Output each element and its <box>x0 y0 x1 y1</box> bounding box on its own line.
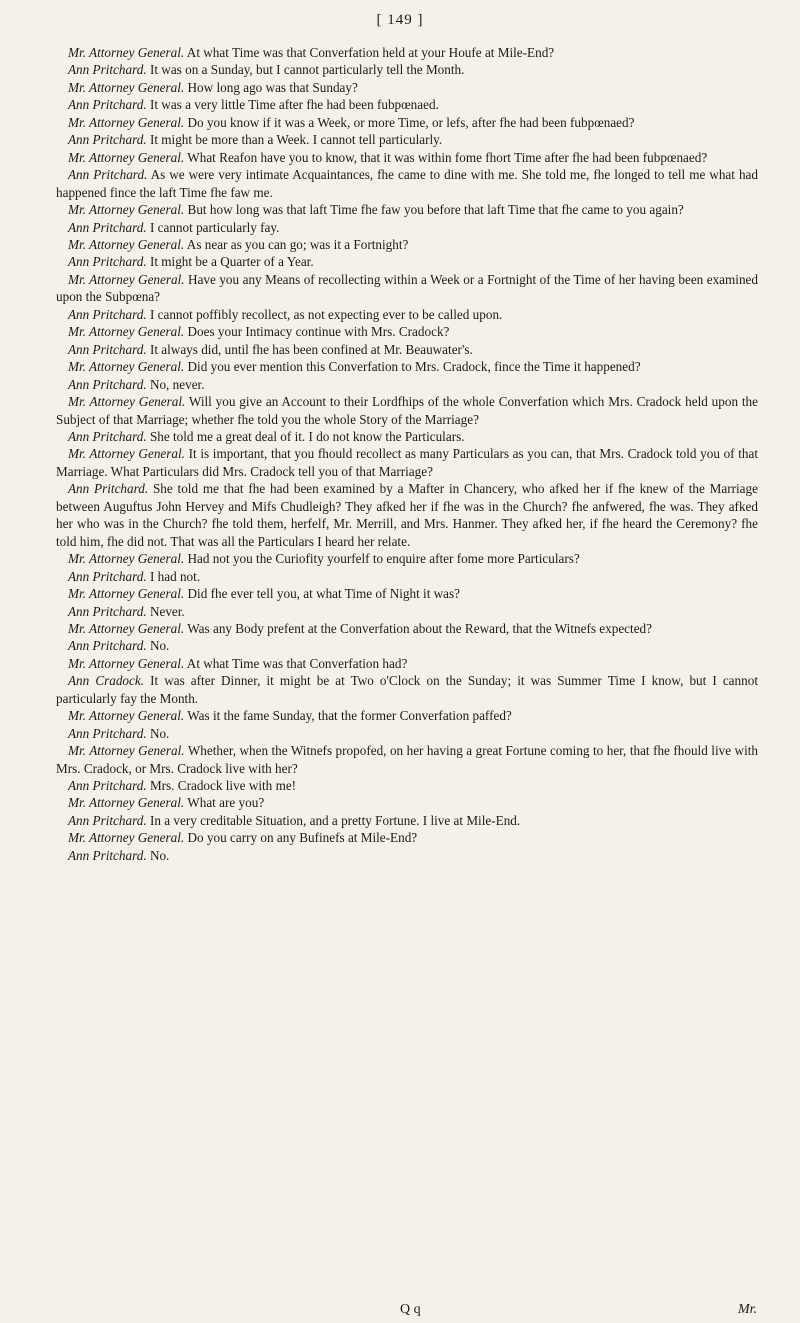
speech-text: Whether, when the Witnefs propofed, on her having a great Fortune coming to her, that fhe fhould live with Mrs. Cradock, or Mrs. Cradock live with her? <box>56 743 758 776</box>
speech-text: No. <box>146 847 170 863</box>
transcript-paragraph <box>56 847 758 864</box>
speaker-name: Ann Pritchard. <box>68 306 147 322</box>
speech-text: It always did, until fhe has been confined at Mr. Beauwater's. <box>146 341 473 357</box>
catchword: Mr. <box>738 1302 758 1317</box>
transcript-paragraph <box>56 79 758 96</box>
speaker-name: Mr. Attorney General. <box>68 743 185 759</box>
transcript-paragraph <box>56 585 758 602</box>
transcript-paragraph <box>56 672 758 707</box>
speech-text: I had not. <box>146 568 201 584</box>
transcript-paragraph <box>56 550 758 567</box>
speaker-name: Ann Pritchard. <box>68 568 147 584</box>
speech-text: It might be a Quarter of a Year. <box>146 254 314 270</box>
speech-text: Had not you the Curiofity yourfelf to enquire after fome more Particulars? <box>184 551 580 567</box>
transcript-paragraph <box>56 620 758 637</box>
speech-text: In a very creditable Situation, and a pretty Fortune. I live at Mile-End. <box>146 812 521 828</box>
speaker-name: Ann Pritchard. <box>68 132 147 148</box>
speech-text: She told me a great deal of it. I do not know the Particulars. <box>146 428 465 444</box>
speaker-name: Mr. Attorney General. <box>68 620 185 636</box>
transcript-paragraph <box>56 742 758 777</box>
speaker-name: Ann Pritchard. <box>68 167 148 183</box>
speech-text: At what Time was that Converfation held at your Houfe at Mile-End? <box>184 45 555 60</box>
speaker-name: Mr. Attorney General. <box>68 551 185 567</box>
speaker-name: Mr. Attorney General. <box>68 324 185 340</box>
speech-text: Mrs. Cradock live with me! <box>146 778 297 794</box>
speaker-name: Mr. Attorney General. <box>68 394 186 410</box>
speaker-name: Mr. Attorney General. <box>68 236 185 252</box>
speech-text: At what Time was that Converfation had? <box>184 655 408 671</box>
speech-text: Do you carry on any Bufinefs at Mile-End? <box>184 830 418 846</box>
transcript-paragraph <box>56 358 758 375</box>
speaker-name: Ann Cradock. <box>68 673 145 689</box>
transcript-paragraph <box>56 393 758 428</box>
speech-text: Did you ever mention this Converfation to Mrs. Cradock, fince the Time it happened? <box>184 359 641 375</box>
speaker-name: Mr. Attorney General. <box>68 359 185 375</box>
transcript-paragraph <box>56 271 758 306</box>
transcript-paragraph <box>56 253 758 270</box>
transcript-paragraph <box>56 306 758 323</box>
speech-text: It is important, that you fhould recollect as many Particulars as you can, that Mrs. Cradock told you of that Marriage. What Particulars did Mrs. Cradock tell you of that Marriage? <box>56 446 758 479</box>
transcript-paragraph <box>56 236 758 253</box>
speech-text: Does your Intimacy continue with Mrs. Cradock? <box>184 324 450 340</box>
transcript-body <box>56 44 758 864</box>
transcript-paragraph <box>56 166 758 201</box>
speaker-name: Ann Pritchard. <box>68 603 147 619</box>
speech-text: How long ago was that Sunday? <box>184 79 358 95</box>
transcript-paragraph <box>56 812 758 829</box>
speaker-name: Ann Pritchard. <box>68 376 147 392</box>
speaker-name: Mr. Attorney General. <box>68 795 185 811</box>
speaker-name: Ann Pritchard. <box>68 254 147 270</box>
speech-text: Have you any Means of recollecting within a Week or a Fortnight of the Time of her having been examined upon the Subpœna? <box>56 271 758 305</box>
transcript-paragraph <box>56 323 758 340</box>
transcript-paragraph <box>56 777 758 794</box>
speaker-name: Mr. Attorney General. <box>68 830 185 846</box>
speech-text: It might be more than a Week. I cannot tell particularly. <box>146 132 443 148</box>
transcript-paragraph <box>56 428 758 445</box>
speech-text: As we were very intimate Acquaintances, fhe came to dine with me. She told me, fhe longed to tell me what had happened fince the laft Time fhe faw me. <box>56 167 758 200</box>
speaker-name: Ann Pritchard. <box>68 341 147 357</box>
speaker-name: Mr. Attorney General. <box>68 202 185 218</box>
speech-text: No. <box>146 638 170 654</box>
speaker-name: Ann Pritchard. <box>68 778 147 794</box>
transcript-paragraph <box>56 114 758 131</box>
speech-text: What Reafon have you to know, that it was within fome fhort Time after fhe had been fubpœnaed? <box>184 149 708 165</box>
speech-text: She told me that fhe had been examined by a Mafter in Chancery, who afked her if fhe knew of the Marriage between Auguftus John Hervey and Mifs Chudleigh? They afked her if fhe was in the Church? fhe anfwered, fhe was. They afked her who was in the Church? fhe told them, herfelf, Mr. Merrill, and Mrs. Hanmer. They afked her, if fhe heard the Ceremony? fhe told him, fhe did not. That was all the Particulars I heard her relate. <box>56 481 758 549</box>
speech-text: Never. <box>146 603 185 619</box>
speaker-name: Ann Pritchard. <box>68 812 147 828</box>
transcript-paragraph <box>56 44 758 61</box>
transcript-paragraph <box>56 480 758 550</box>
page-number: [ 149 ] <box>376 12 424 28</box>
speech-text: Was it the fame Sunday, that the former Converfation paffed? <box>184 708 512 724</box>
speech-text: Will you give an Account to their Lordfhips of the whole Converfation which Mrs. Cradock held upon the Subject of that Marriage; whether fhe told you the whole Story of the Marriage? <box>56 394 758 427</box>
transcript-paragraph <box>56 61 758 78</box>
speaker-name: Ann Pritchard. <box>68 428 147 444</box>
speech-text: It was after Dinner, it might be at Two o'Clock on the Sunday; it was Summer Time I know, but I cannot particularly fay the Month. <box>56 673 758 706</box>
transcript-paragraph <box>56 376 758 393</box>
speech-text: But how long was that laft Time fhe faw you before that laft Time that fhe came to you again? <box>184 202 684 218</box>
speaker-name: Mr. Attorney General. <box>68 271 185 287</box>
transcript-paragraph <box>56 445 758 480</box>
speaker-name: Mr. Attorney General. <box>68 114 185 130</box>
speech-text: It was a very little Time after fhe had been fubpœnaed. <box>146 97 439 113</box>
speaker-name: Mr. Attorney General. <box>68 45 185 60</box>
speech-text: I cannot poffibly recollect, as not expecting ever to be called upon. <box>146 306 503 322</box>
speaker-name: Ann Pritchard. <box>68 97 147 113</box>
speech-text: Did fhe ever tell you, at what Time of Night it was? <box>184 586 461 602</box>
transcript-paragraph <box>56 725 758 742</box>
speech-text: No, never. <box>146 376 205 392</box>
transcript-paragraph <box>56 341 758 358</box>
speech-text: Do you know if it was a Week, or more Time, or lefs, after fhe had been fubpœnaed? <box>184 114 635 130</box>
transcript-paragraph <box>56 655 758 672</box>
transcript-paragraph <box>56 707 758 724</box>
speech-text: No. <box>146 725 170 741</box>
speaker-name: Mr. Attorney General. <box>68 446 185 462</box>
speaker-name: Mr. Attorney General. <box>68 586 185 602</box>
speaker-name: Mr. Attorney General. <box>68 708 185 724</box>
speaker-name: Ann Pritchard. <box>68 638 147 654</box>
speech-text: It was on a Sunday, but I cannot particularly tell the Month. <box>146 62 465 78</box>
speaker-name: Mr. Attorney General. <box>68 79 185 95</box>
speech-text: I cannot particularly fay. <box>146 219 280 235</box>
speaker-name: Ann Pritchard. <box>68 481 149 497</box>
transcript-paragraph <box>56 794 758 811</box>
speech-text: What are you? <box>184 795 265 811</box>
transcript-paragraph <box>56 603 758 620</box>
speaker-name: Mr. Attorney General. <box>68 149 185 165</box>
transcript-paragraph <box>56 829 758 846</box>
speaker-name: Mr. Attorney General. <box>68 655 185 671</box>
transcript-paragraph <box>56 149 758 166</box>
speech-text: As near as you can go; was it a Fortnight? <box>184 236 409 252</box>
transcript-paragraph <box>56 568 758 585</box>
transcript-paragraph <box>56 96 758 113</box>
transcript-paragraph <box>56 637 758 654</box>
speaker-name: Ann Pritchard. <box>68 847 147 863</box>
transcript-paragraph <box>56 219 758 236</box>
transcript-paragraph <box>56 201 758 218</box>
speaker-name: Ann Pritchard. <box>68 62 147 78</box>
transcript-paragraph <box>56 131 758 148</box>
speech-text: Was any Body prefent at the Converfation about the Reward, that the Witnefs expected? <box>184 620 652 636</box>
speaker-name: Ann Pritchard. <box>68 725 147 741</box>
speaker-name: Ann Pritchard. <box>68 219 147 235</box>
signature-mark: Q q <box>400 1302 421 1317</box>
